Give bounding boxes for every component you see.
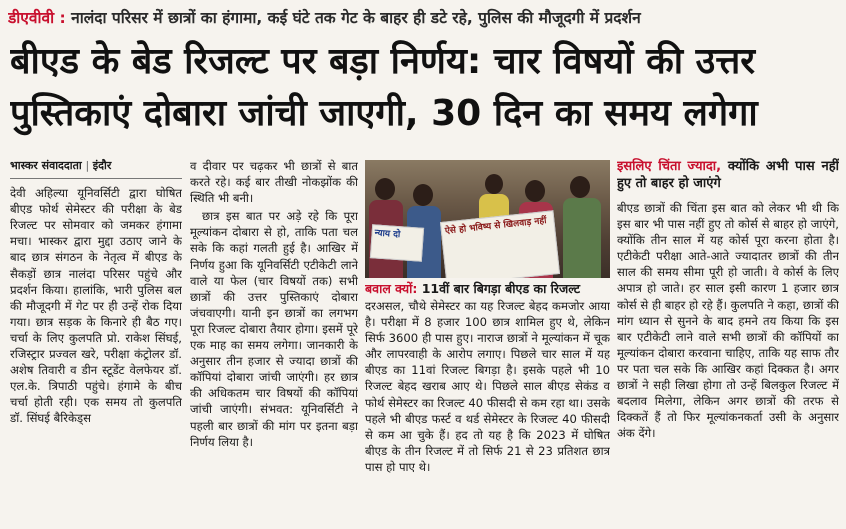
byline-reporter: भास्कर संवाददाता xyxy=(10,159,82,172)
caption-tag: बवाल क्यों: xyxy=(365,281,418,296)
kicker-tag: डीएवीवी : xyxy=(8,9,66,27)
kicker-text: नालंदा परिसर में छात्रों का हंगामा, कई घंटे तक गेट के बाहर ही डटे रहे, पुलिस की मौजूदगी में प्रदर्शन xyxy=(71,9,641,27)
photo-person xyxy=(570,176,590,198)
photo-person xyxy=(375,178,395,200)
column-2-paragraph-1: व दीवार पर चढ़कर भी छात्रों से बात करते रहे। कई बार तीखी नोकझोंक की स्थिति भी बनी। xyxy=(190,159,358,206)
photo-caption xyxy=(365,280,610,298)
article-column-3 xyxy=(365,298,610,526)
headline-line-1: बीएड के बेड रिजल्ट पर बड़ा निर्णय: चार विषयों की उत्तर xyxy=(10,41,755,82)
photo-person xyxy=(485,174,503,194)
article-column-2 xyxy=(190,158,358,526)
protest-placard: ऐसे हो भविष्य से खिलवाड़ नहीं xyxy=(440,210,560,278)
column-3-text: दरअसल, चौथे सेमेस्टर का यह रिजल्ट बेहद कमजोर आया है। परीक्षा में 8 हजार 100 छात्र शामिल हुए थे, लेकिन सिर्फ 3600 ही पास हुए। नाराज छात्रों ने मूल्यांकन में चूक और लापरवाही के आरोप लगाए। पिछले चार साल में यह बीएड का 11वां रिजल्ट बिगड़ा है। इसके पहले भी 10 रिजल्ट बेहद खराब आए थे। पिछले साल बीएड सेकंड व फोर्थ सेमेस्टर का रिजल्ट 40 फीसदी से कम रहा था। उसके पहले भी बीएड फर्स्ट व थर्ड सेमेस्टर के रिजल्ट 40 फीसदी से कम आ चुके हैं। हद तो यह है कि 2023 में घोषित बीएड के तीन रिजल्ट में तो सिर्फ 21 से 23 प्रतिशत छात्र पास हो पाए थे। xyxy=(365,299,610,474)
column-4-text: बीएड छात्रों की चिंता इस बात को लेकर भी थी कि इस बार भी पास नहीं हुए तो कोर्स से बाहर हो जाएंगे, क्योंकि तीन साल में यह कोर्स पूरा करना होता है। एटीकेटी परीक्षा आते-आते ज्यादातर छात्रों की तीन साल की समय सीमा पूरी हो जाती। वे कोर्स के लिए अपात्र हो जाते। हर साल इसी कारण 1 हजार छात्र कोर्स से ही बाहर हो रहे हैं। कुलपति ने कहा, छात्रों की मांग ध्यान से सुनने के बाद हमने तय किया कि इस बार एटीकेटी लाने वाले सभी छात्रों की कॉपियों का मूल्यांकन दोबारा करवाना चाहिए, ताकि यह साफ तौर पर पता चल सके कि आखिर कहां दिक्कत है। अगर छात्रों ने सही लिखा होगा तो उन्हें बिलकुल रिजल्ट में बदलाव मिलेगा, लेकिन अगर छात्रों की तरफ से दिक्कतें हैं तो फिर मूल्यांकनकर्ता उसी के अनुसार अंक देंगे। xyxy=(617,201,839,441)
byline-city: इंदौर xyxy=(92,159,112,172)
article-column-4 xyxy=(617,158,839,526)
column-2-paragraph-2: छात्र इस बात पर अड़े रहे कि पूरा मूल्यांकन दोबारा से हो, ताकि पता चल सके कि कहां गलती हुई है। आखिर में निर्णय हुआ कि यूनिवर्सिटी एटीकेटी लाने वाले या फेल (चार विषयों तक) सभी छात्रों की उत्तर पुस्तिकाएं दोबारा जंचवाएगी। यानी इन छात्रों का लगभग पूरा रिजल्ट दोबारा तैयार होगा। इसमें पूरे एक माह का समय लगेगा। जानकारी के अनुसार तीन हजार से ज्यादा छात्रों की कॉपियां दोबारा जांची जाएंगी। हर छात्र की अधिकतम चार विषयों की कॉपियां जांची जाएंगी। संभवत: यूनिवर्सिटी ने पहली बार छात्रों की मांग पर इतना बड़ा निर्णय लिया है। xyxy=(190,209,358,449)
sidebar-heading xyxy=(617,158,839,192)
protest-photo xyxy=(365,160,610,278)
headline-line-2: पुस्तिकाएं दोबारा जांची जाएगी, 30 दिन का समय लगेगा xyxy=(10,93,758,134)
byline xyxy=(10,158,182,179)
photo-person xyxy=(413,184,433,206)
photo-person xyxy=(525,180,545,202)
photo-person-body xyxy=(563,198,601,278)
protest-placard-small: न्याय दो xyxy=(370,224,424,262)
article-column-1 xyxy=(10,158,182,526)
article-kicker xyxy=(8,4,840,32)
column-1-text: देवी अहिल्या यूनिवर्सिटी द्वारा घोषित बीएड फोर्थ सेमेस्टर की परीक्षा के बेड रिजल्ट पर सोमवार को जमकर हंगामा मचा। भास्कर द्वारा मुद्दा उठाए जाने के बाद छात्र संगठन के नेतृत्व में बीएड के सैकड़ों छात्र नालंदा परिसर पहुंचे और प्रदर्शन किया। हालांकि, भारी पुलिस बल की मौजूदगी में गेट पर ही उन्हें रोक दिया गया। छात्र सड़क के किनारे ही बैठ गए। चर्चा के लिए कुलपति प्रो. राकेश सिंघई, रजिस्ट्रार प्रज्वल खरे, परीक्षा कंट्रोलर डॉ. अशेष तिवारी व डीन स्टूडेंट वेलफेयर डॉ. एल.के. त्रिपाठी पहुंचे। हंगामे के बीच चर्चा होती रही। एक समय तो कुलपति डॉ. सिंघई बैरिकेड्स xyxy=(10,186,182,426)
byline-separator: | xyxy=(85,159,93,172)
sidebar-heading-red: इसलिए चिंता ज्यादा, xyxy=(617,159,722,174)
caption-text: 11वीं बार बिगड़ा बीएड का रिजल्ट xyxy=(421,281,581,296)
sidebar-heading-dark: क्योंकि अभी पास नहीं हुए तो बाहर हो जाएंगे xyxy=(617,159,839,191)
article-headline xyxy=(10,36,838,140)
